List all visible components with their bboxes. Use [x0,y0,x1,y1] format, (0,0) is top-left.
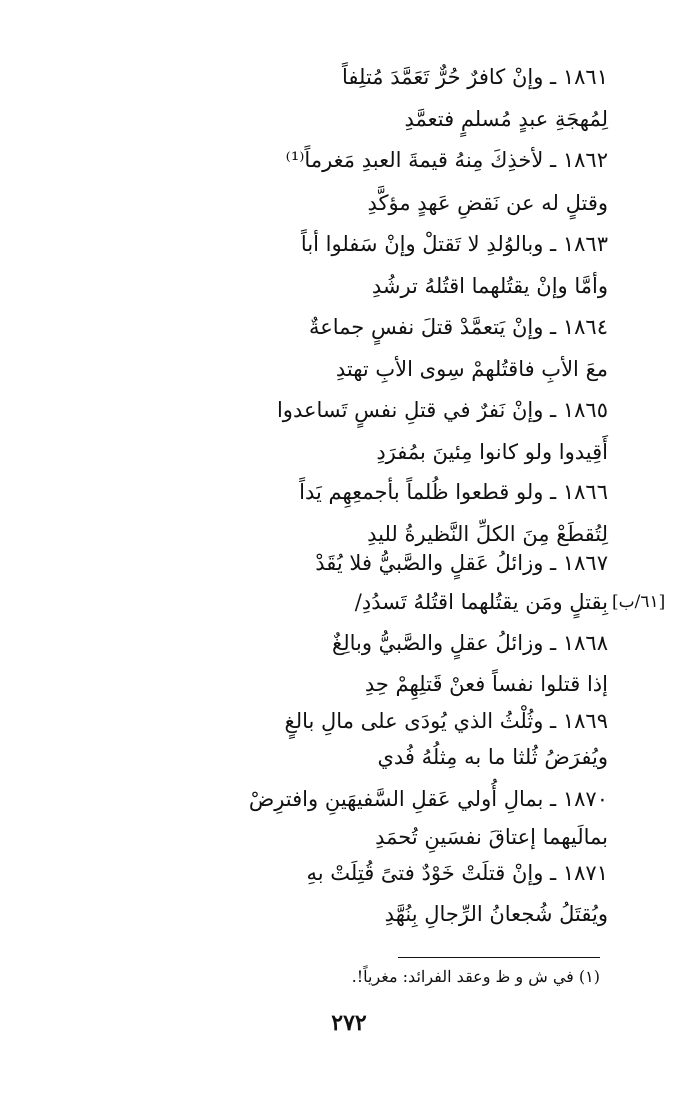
verse-1863-first-hemistich: ١٨٦٣ ـ وبالوُلدِ لا تَقتلْ وإنْ سَفلوا أباً [300,232,608,256]
verse-1867-second-hemistich: بِقتلٍ ومَن يقتُلهما اقتُلهُ تَسدُدِ/ [354,590,608,614]
verse-1862-second-hemistich: وقتلٍ له عن نَقضِ عَهدٍ مؤكَّدِ [367,191,608,215]
verse-1866-second-hemistich: لِتُقطَعْ مِنَ الكلِّ النَّظيرةُ لليدِ [367,522,608,546]
verse-1869-first-hemistich: ١٨٦٩ ـ وثُلْثُ الذي يُودَى على مالِ بالغٍ [284,709,608,733]
verse-1866-first-hemistich: ١٨٦٦ ـ ولو قطعوا ظُلماً بأجمعِهِم يَداً [299,480,608,504]
verse-1861-second-hemistich: لِمُهجَةِ عبدٍ مُسلمٍ فتعمَّدِ [404,107,608,131]
verse-1868-first-hemistich: ١٨٦٨ ـ وزائلُ عقلٍ والصَّبيُّ وبالِغٌ [332,631,608,655]
folio-marginal-note: [٦١/ب] [612,592,666,612]
verse-1871-first-hemistich: ١٨٧١ ـ وإنْ قتلَتْ خَوْدٌ فتىً قُتِلَتْ بهِ [306,861,608,885]
verse-1864-first-hemistich: ١٨٦٤ ـ وإنْ يَتعمَّدْ قتلَ نفسٍ جماعةٌ [308,315,608,339]
verse-1865-first-hemistich: ١٨٦٥ ـ وإنْ نَفرٌ في قتلِ نفسٍ تَساعدوا [276,398,608,422]
page-number: ٢٧٢ [331,1010,367,1036]
verse-1867-first-hemistich: ١٨٦٧ ـ وزائلُ عَقلٍ والصَّبيُّ فلا يُقَدْ [315,551,608,575]
verse-1871-second-hemistich: ويُقتَلُ شُجعانُ الرِّجالِ بِنُهَّدِ [384,902,608,926]
verse-1863-second-hemistich: وأمَّا وإنْ يقتُلهما اقتُلهُ ترشُدِ [371,274,608,298]
verse-1869-second-hemistich: ويُفرَضُ ثُلثا ما به مِثلُهُ فُدي [377,745,608,769]
verse-1870-second-hemistich: بمالَيهما إعتاقَ نفسَينِ تُحمَدِ [375,825,608,849]
verse-1870-first-hemistich: ١٨٧٠ ـ بمالِ أُولي عَقلِ السَّفيهَينِ وافترِضْ [248,787,608,811]
footnote: (١) في ش و ظ وعقد الفرائد: مغرياً!. [351,967,600,986]
verse-1868-second-hemistich: إذا قتلوا نفساً فعنْ قَتلِهِمْ حِدِ [364,672,608,696]
verse-1865-second-hemistich: أَقِيدوا ولو كانوا مِئينَ بمُفرَدِ [376,440,608,464]
verse-1864-second-hemistich: معَ الأبِ فاقتُلهمْ سِوى الأبِ تهتدِ [335,357,608,381]
footnote-divider [398,957,600,958]
verse-1861-first-hemistich: ١٨٦١ ـ وإنْ كافرٌ حُرٌّ تَعَمَّدَ مُتلِفاً [341,65,608,89]
verse-1862-first-hemistich: ١٨٦٢ ـ لأخذِكَ مِنهُ قيمةَ العبدِ مَغرماً⁽¹⁾ [285,148,608,172]
